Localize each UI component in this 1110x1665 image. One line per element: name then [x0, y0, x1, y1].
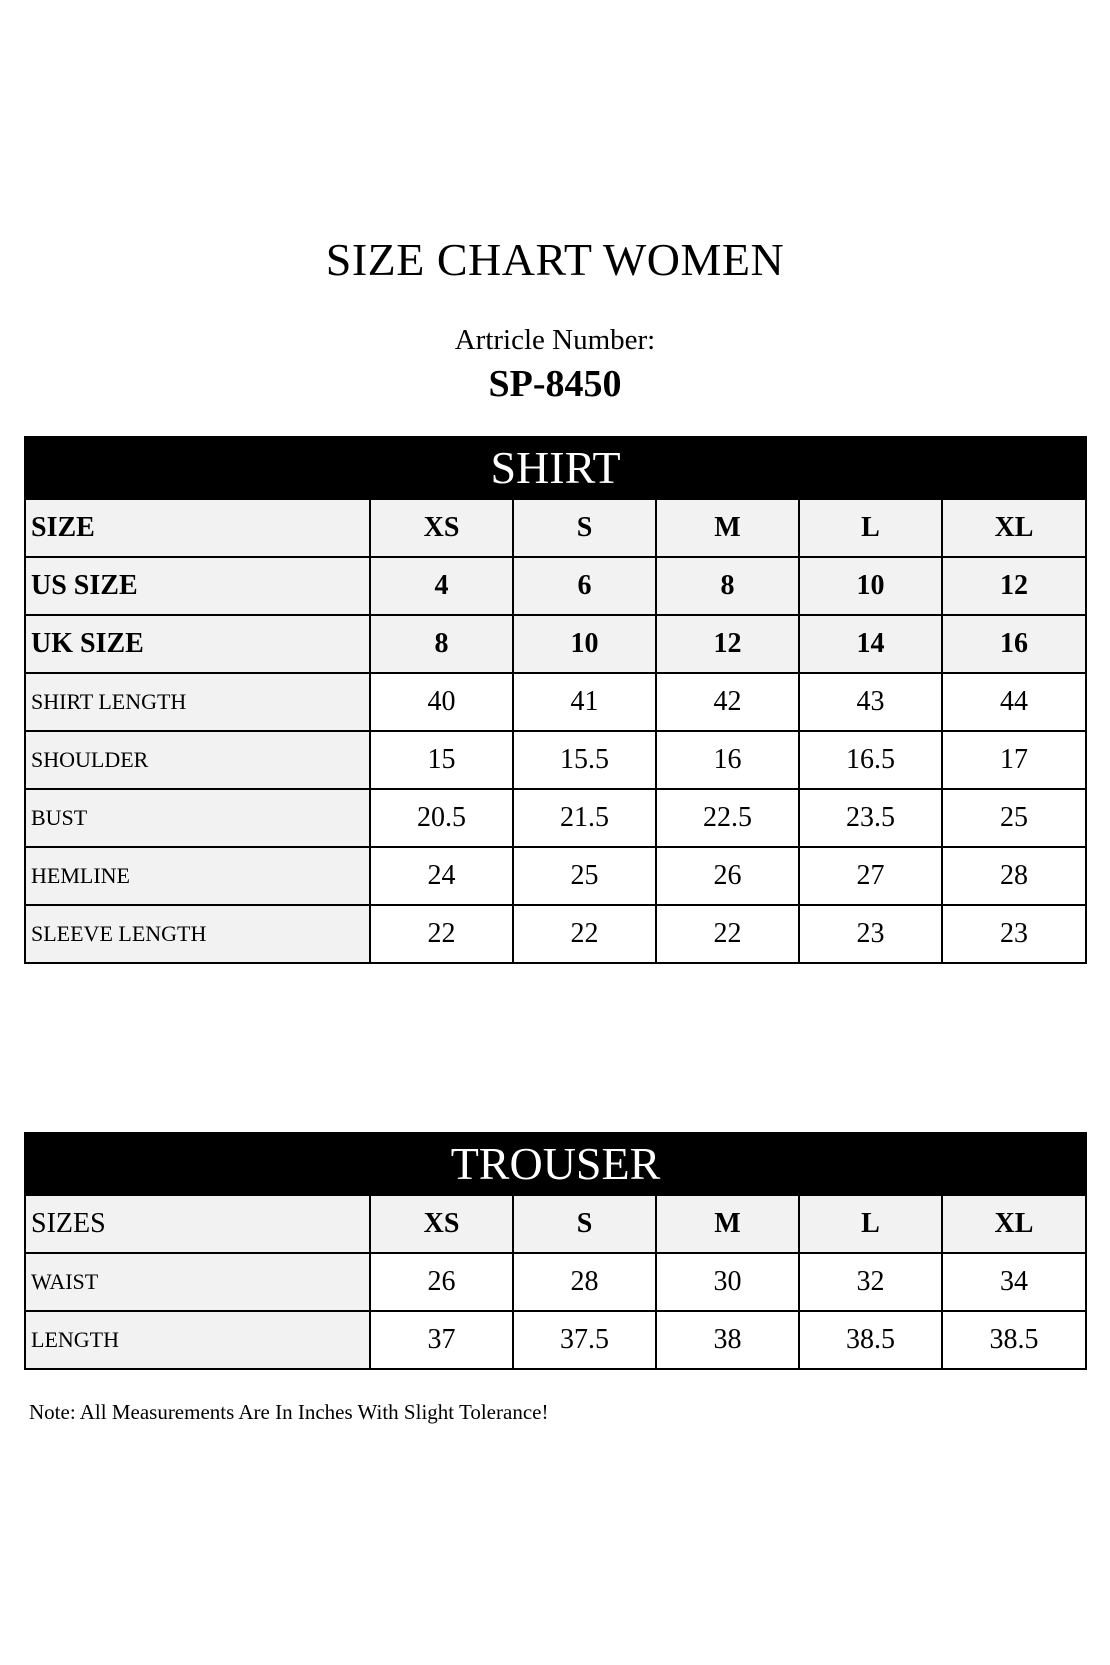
table-cell: 22	[513, 905, 656, 963]
table-cell: 38.5	[799, 1311, 942, 1369]
table-row	[25, 731, 1086, 789]
table-cell: 16.5	[799, 731, 942, 789]
shirt-size-header: XL	[942, 499, 1086, 557]
measurement-note: Note: All Measurements Are In Inches With Slight Tolerance!	[29, 1400, 549, 1424]
table-cell: 10	[513, 615, 656, 673]
table-cell: 24	[370, 847, 513, 905]
row-label: HEMLINE	[25, 847, 370, 905]
row-label: SHOULDER	[25, 731, 370, 789]
shirt-size-table	[24, 436, 1087, 964]
table-cell: 17	[942, 731, 1086, 789]
table-cell: 27	[799, 847, 942, 905]
table-cell: 28	[942, 847, 1086, 905]
trouser-size-header: XL	[942, 1195, 1086, 1253]
table-cell: 22	[656, 905, 799, 963]
trouser-size-header-label: SIZES	[25, 1195, 370, 1253]
trouser-size-table	[24, 1132, 1087, 1370]
row-label: US SIZE	[25, 557, 370, 615]
article-number-label: Artricle Number:	[454, 324, 656, 356]
shirt-size-header: L	[799, 499, 942, 557]
trouser-size-header: S	[513, 1195, 656, 1253]
table-cell: 28	[513, 1253, 656, 1311]
table-cell: 23	[942, 905, 1086, 963]
table-cell: 12	[942, 557, 1086, 615]
table-cell: 34	[942, 1253, 1086, 1311]
row-label: BUST	[25, 789, 370, 847]
table-cell: 16	[942, 615, 1086, 673]
table-cell: 37	[370, 1311, 513, 1369]
row-label: UK SIZE	[25, 615, 370, 673]
table-cell: 21.5	[513, 789, 656, 847]
table-cell: 32	[799, 1253, 942, 1311]
row-label: SHIRT LENGTH	[25, 673, 370, 731]
table-cell: 12	[656, 615, 799, 673]
table-cell: 4	[370, 557, 513, 615]
shirt-size-header-row	[25, 499, 1086, 557]
table-cell: 26	[370, 1253, 513, 1311]
table-cell: 40	[370, 673, 513, 731]
shirt-us-size-row	[25, 557, 1086, 615]
table-row	[25, 905, 1086, 963]
table-row	[25, 1253, 1086, 1311]
page-title: SIZE CHART WOMEN	[325, 234, 785, 285]
table-cell: 25	[942, 789, 1086, 847]
row-label: WAIST	[25, 1253, 370, 1311]
table-row	[25, 673, 1086, 731]
article-number: SP-8450	[488, 363, 622, 405]
table-cell: 16	[656, 731, 799, 789]
table-cell: 10	[799, 557, 942, 615]
table-row	[25, 789, 1086, 847]
trouser-heading: TROUSER	[25, 1133, 1086, 1195]
table-cell: 14	[799, 615, 942, 673]
table-cell: 38.5	[942, 1311, 1086, 1369]
shirt-size-header: XS	[370, 499, 513, 557]
table-row	[25, 1311, 1086, 1369]
table-cell: 23	[799, 905, 942, 963]
shirt-size-header: M	[656, 499, 799, 557]
table-cell: 15	[370, 731, 513, 789]
table-cell: 30	[656, 1253, 799, 1311]
shirt-heading: SHIRT	[25, 437, 1086, 499]
row-label: LENGTH	[25, 1311, 370, 1369]
table-cell: 23.5	[799, 789, 942, 847]
table-cell: 41	[513, 673, 656, 731]
table-cell: 8	[656, 557, 799, 615]
table-cell: 26	[656, 847, 799, 905]
row-label: SLEEVE LENGTH	[25, 905, 370, 963]
table-cell: 42	[656, 673, 799, 731]
table-cell: 20.5	[370, 789, 513, 847]
table-cell: 15.5	[513, 731, 656, 789]
trouser-size-header: L	[799, 1195, 942, 1253]
table-cell: 6	[513, 557, 656, 615]
table-cell: 8	[370, 615, 513, 673]
table-cell: 22	[370, 905, 513, 963]
trouser-size-header: XS	[370, 1195, 513, 1253]
shirt-size-header-label: SIZE	[25, 499, 370, 557]
table-cell: 25	[513, 847, 656, 905]
table-cell: 43	[799, 673, 942, 731]
table-cell: 22.5	[656, 789, 799, 847]
trouser-size-header-row	[25, 1195, 1086, 1253]
trouser-size-header: M	[656, 1195, 799, 1253]
table-cell: 38	[656, 1311, 799, 1369]
table-row	[25, 847, 1086, 905]
table-cell: 44	[942, 673, 1086, 731]
shirt-size-header: S	[513, 499, 656, 557]
shirt-uk-size-row	[25, 615, 1086, 673]
table-cell: 37.5	[513, 1311, 656, 1369]
